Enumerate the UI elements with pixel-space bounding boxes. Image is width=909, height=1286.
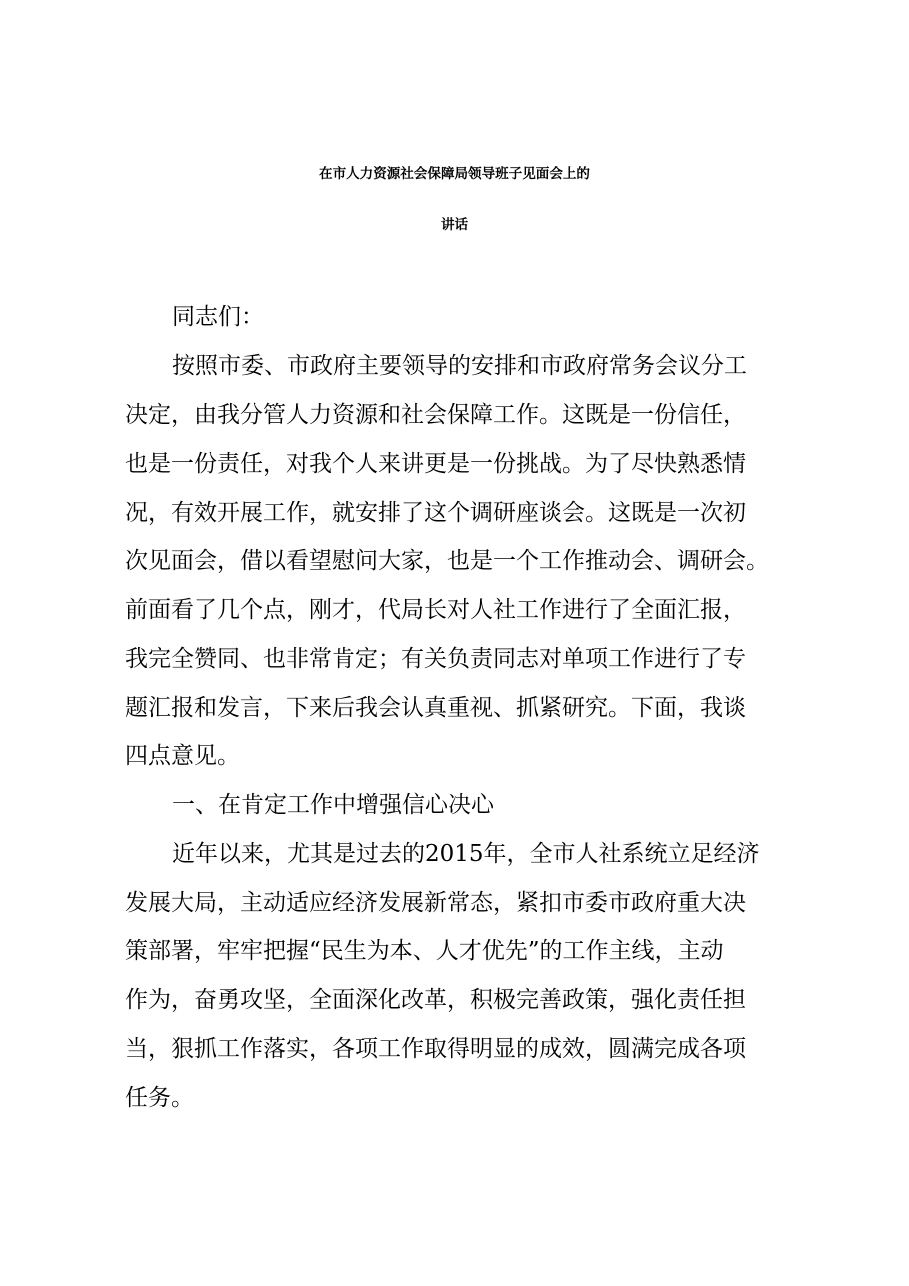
body-line: 前面看了几个点，刚才，代局长对人社工作进行了全面汇报，	[125, 597, 746, 623]
body-line: 当，狠抓工作落实，各项工作取得明显的成效，圆满完成各项	[125, 1036, 746, 1062]
salutation: 同志们：	[172, 304, 264, 330]
body-line: 近年以来，尤其是过去的2015年，全市人社系统立足经济	[172, 841, 760, 867]
body-line: 决定，由我分管人力资源和社会保障工作。这既是一份信任，	[125, 402, 746, 428]
body-line: 作为，奋勇攻坚，全面深化改革，积极完善政策，强化责任担	[125, 987, 746, 1013]
body-line: 也是一份责任，对我个人来讲更是一份挑战。为了尽快熟悉情	[125, 451, 746, 477]
document-title-line-2: 讲话	[440, 217, 469, 233]
document-title-line-1: 在市人力资源社会保障局领导班子见面会上的	[319, 166, 590, 182]
body-line: 次见面会，借以看望慰问大家，也是一个工作推动会、调研会。	[125, 548, 769, 574]
section-heading: 一、在肯定工作中增强信心决心	[172, 792, 494, 818]
body-line: 题汇报和发言，下来后我会认真重视、抓紧研究。下面，我谈	[125, 695, 746, 721]
body-line: 任务。	[125, 1085, 194, 1111]
body-line: 四点意见。	[125, 743, 240, 769]
body-line: 我完全赞同、也非常肯定；有关负责同志对单项工作进行了专	[125, 646, 746, 672]
body-line: 发展大局，主动适应经济发展新常态，紧扣市委市政府重大决	[125, 890, 746, 916]
body-line: 策部署，牢牢把握“民生为本、人才优先”的工作主线，主动	[125, 938, 724, 964]
body-line: 按照市委、市政府主要领导的安排和市政府常务会议分工	[172, 353, 747, 379]
body-line: 况，有效开展工作，就安排了这个调研座谈会。这既是一次初	[125, 500, 746, 526]
